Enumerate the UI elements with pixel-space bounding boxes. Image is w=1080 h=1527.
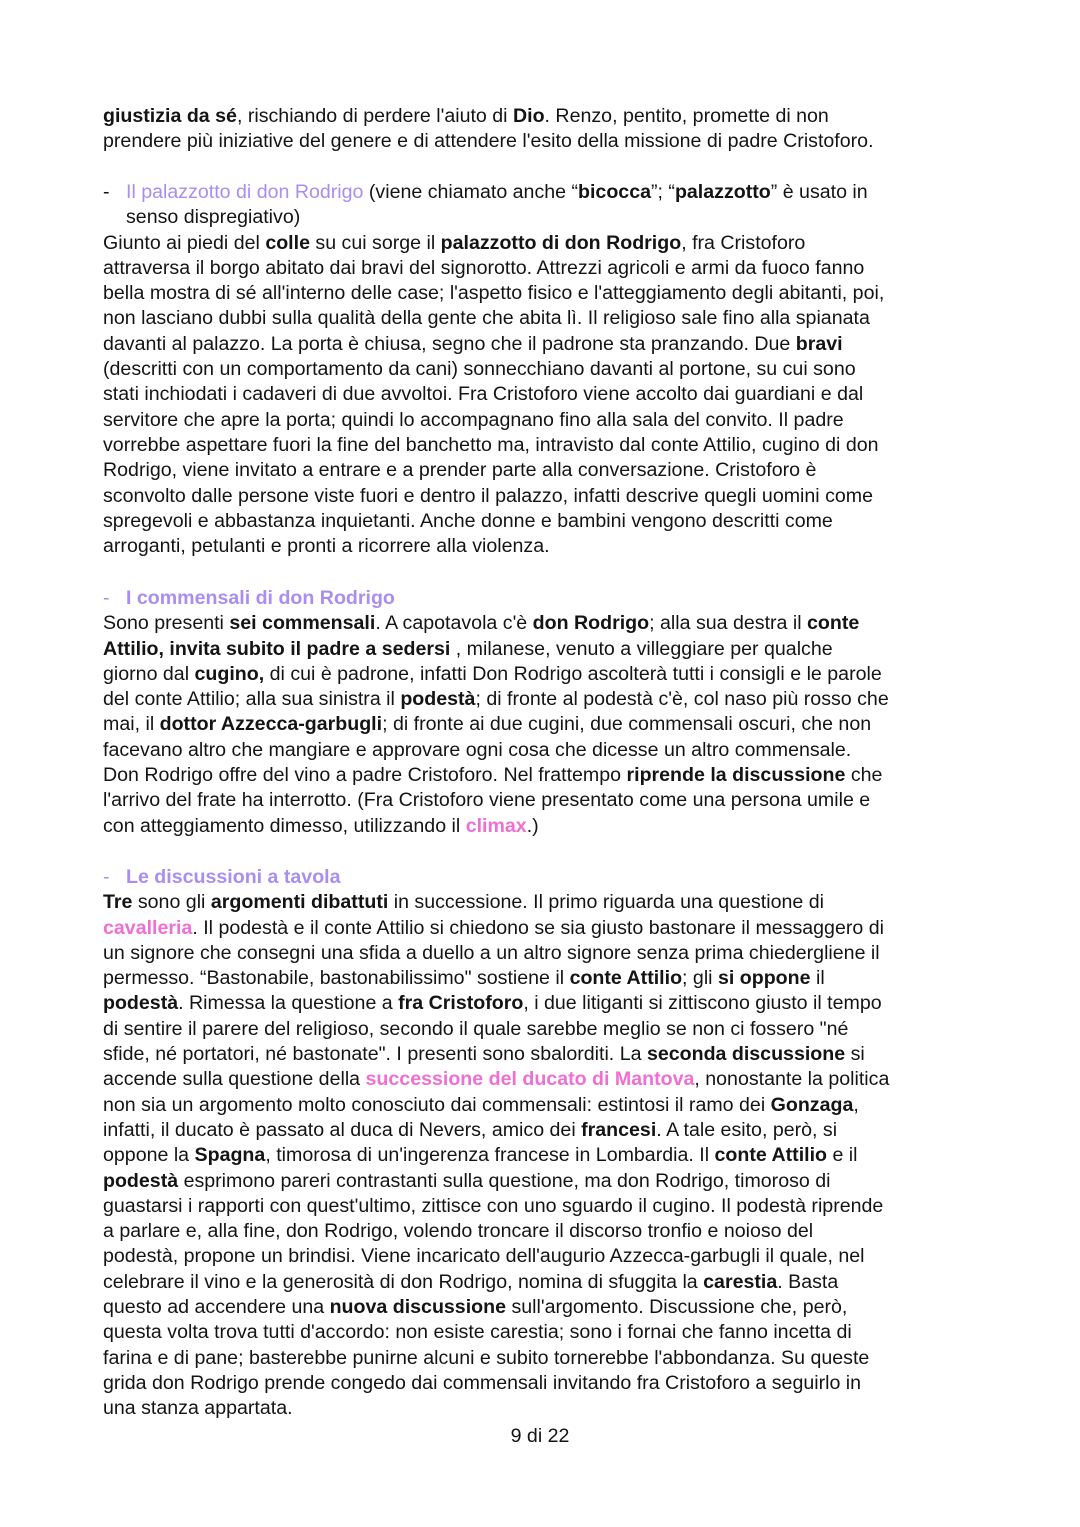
text-line: attraversa il borgo abitato dai bravi del signorotto. Attrezzi agricoli e armi da fuoco fanno xyxy=(103,256,865,279)
text-line: grida don Rodrigo prende congedo dai commensali invitando fra Cristoforo a seguirlo in xyxy=(103,1371,862,1394)
text-line: accende sulla questione della successione del ducato di Mantova, nonostante la politica xyxy=(103,1068,890,1091)
text-line: guastarsi i rapporti con quest'ultimo, zittisce con uno sguardo il cugino. Il podestà riprende xyxy=(103,1194,884,1217)
text-line: bella mostra di sé all'interno delle case; l'aspetto fisico e l'atteggiamento degli abitanti, poi, xyxy=(103,282,885,305)
bullet-dash: - xyxy=(103,587,110,609)
text-line: podestà esprimono pareri contrastanti sulla questione, ma don Rodrigo, timoroso di xyxy=(103,1169,831,1192)
text-line: non lasciano dubbi sulla qualità della gente che abita lì. Il religioso sale fino alla spianata xyxy=(103,307,870,330)
text-line: Tre sono gli argomenti dibattuti in successione. Il primo riguarda una questione di xyxy=(103,891,824,914)
section-heading xyxy=(103,586,983,611)
keyword-highlight: cavalleria xyxy=(103,916,193,939)
section-title: I commensali di don Rodrigo xyxy=(126,587,395,609)
text-line: sconvolto dalle persone viste fuori e dentro il palazzo, infatti descrive quegli uomini come xyxy=(103,484,874,507)
intro-paragraph xyxy=(103,104,983,155)
text-line: farina e di pane; basterebbe punirne alcuni e subito tornerebbe l'abbondanza. Su queste xyxy=(103,1346,870,1369)
text-line: del conte Attilio; alla sua sinistra il podestà; di fronte al podestà c'è, col naso più rosso che xyxy=(103,688,889,711)
section-title: Il palazzotto di don Rodrigo xyxy=(126,181,364,203)
bullet-dash: - xyxy=(103,181,110,203)
text-line: celebrare il vino e la generosità di don Rodrigo, nomina di sfuggita la carestia. Basta xyxy=(103,1270,839,1293)
text-line: facevano altro che mangiare e approvare ogni cosa che dicesse un altro commensale. xyxy=(103,738,852,761)
section-palazzotto xyxy=(103,180,983,559)
keyword-highlight: successione del ducato di Mantova xyxy=(365,1068,695,1091)
text-line: questo ad accendere una nuova discussione sull'argomento. Discussione che, però, xyxy=(103,1296,848,1319)
text-line: cavalleria. Il podestà e il conte Attilio si chiedono se sia giusto bastonare il messaggero di xyxy=(103,916,884,939)
text-line: con atteggiamento dimesso, utilizzando il climax.) xyxy=(103,814,539,837)
text-line: podestà. Rimessa la questione a fra Cristoforo, i due litiganti si zittiscono giusto il tempo xyxy=(103,992,882,1015)
text-line: una stanza appartata. xyxy=(103,1397,293,1420)
text-line: Sono presenti sei commensali. A capotavola c'è don Rodrigo; alla sua destra il conte xyxy=(103,612,860,635)
text-line: prendere più iniziative del genere e di attendere l'esito della missione di padre Cristoforo. xyxy=(103,130,874,153)
text-line: Attilio, invita subito il padre a sedersi , milanese, venuto a villeggiare per qualche xyxy=(103,637,833,660)
text-line: davanti al palazzo. La porta è chiusa, segno che il padrone sta pranzando. Due bravi xyxy=(103,332,843,355)
text-line: (descritti con un comportamento da cani) sonnecchiano davanti al portone, su cui sono xyxy=(103,358,856,381)
section-commensali xyxy=(103,586,983,839)
text-line: senso dispregiativo) xyxy=(126,206,301,229)
text-line: oppone la Spagna, timorosa di un'ingerenza francese in Lombardia. Il conte Attilio e il xyxy=(103,1144,858,1167)
text-line: non sia un argomento molto conosciuto dai commensali: estintosi il ramo dei Gonzaga, xyxy=(103,1093,859,1116)
section-title: Le discussioni a tavola xyxy=(126,866,341,888)
text-line: l'arrivo del frate ha interrotto. (Fra Cristoforo viene presentato come una persona umile e xyxy=(103,789,871,812)
text-line: Don Rodrigo offre del vino a padre Cristoforo. Nel frattempo riprende la discussione che xyxy=(103,764,883,787)
text-line: mai, il dottor Azzecca-garbugli; di fronte ai due cugini, due commensali oscuri, che non xyxy=(103,713,872,736)
text-line: Giunto ai piedi del colle su cui sorge il palazzotto di don Rodrigo, fra Cristoforo xyxy=(103,231,806,254)
text-line: sfide, né portatori, né bastonate". I presenti sono sbalorditi. La seconda discussione si xyxy=(103,1043,865,1066)
text-line: questa volta trova tutti d'accordo: non esiste carestia; sono i fornai che fanno incetta di xyxy=(103,1321,852,1344)
text-line: servitore che apre la porta; quindi lo accompagnano fino alla sala del convito. Il padre xyxy=(103,408,844,431)
text-line: infatti, il ducato è passato al duca di Nevers, amico dei francesi. A tale esito, però, si xyxy=(103,1118,838,1141)
section-discussioni xyxy=(103,865,983,1422)
text-line: arroganti, petulanti e pronti a ricorrere alla violenza. xyxy=(103,535,550,558)
text-line: Rodrigo, viene invitato a entrare e a prender parte alla conversazione. Cristoforo è xyxy=(103,459,817,482)
keyword-highlight: climax xyxy=(465,814,527,837)
text-line: giorno dal cugino, di cui è padrone, infatti Don Rodrigo ascolterà tutti i consigli e le parole xyxy=(103,662,882,685)
text-line: di sentire il parere del religioso, secondo il quale sarebbe meglio se non ci fossero "né xyxy=(103,1017,849,1040)
bullet-dash: - xyxy=(103,866,110,888)
text-line: giustizia da sé, rischiando di perdere l'aiuto di Dio. Renzo, pentito, promette di non xyxy=(103,105,829,127)
text-line: permesso. “Bastonabile, bastonabilissimo" sostiene il conte Attilio; gli si oppone il xyxy=(103,967,825,990)
text-line: a parlare e, alla fine, don Rodrigo, volendo troncare il discorso tronfio e noioso del xyxy=(103,1220,814,1243)
text-line: spregevoli e abbastanza inquietanti. Anche donne e bambini vengono descritti come xyxy=(103,509,833,532)
text-line: podestà, propone un brindisi. Viene incaricato dell'augurio Azzecca-garbugli il quale, nel xyxy=(103,1245,865,1268)
text-line: stati inchiodati i cadaveri di due avvoltoi. Fra Cristoforo viene accolto dai guardiani e dal xyxy=(103,383,864,406)
section-heading: - Il palazzotto di don Rodrigo (viene chiamato anche “bicocca”; “palazzotto” è usato in xyxy=(103,180,983,205)
text-line: vorrebbe aspettare fuori la fine del banchetto ma, intravisto dal conte Attilio, cugino di don xyxy=(103,433,879,456)
text-line: un signore che consegni una sfida a duello a un altro signore senza prima chiedergliene il xyxy=(103,941,880,964)
section-heading xyxy=(103,865,983,890)
page-number: 9 di 22 xyxy=(510,1425,570,1447)
